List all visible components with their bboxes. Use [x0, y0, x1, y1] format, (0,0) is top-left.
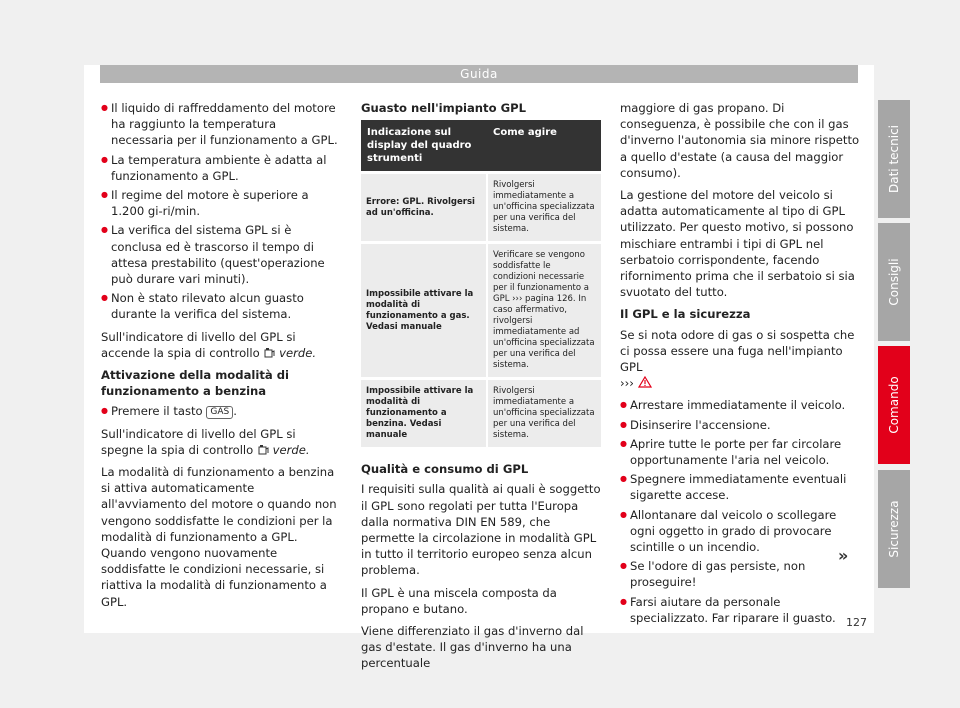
table-row	[361, 173, 601, 243]
paragraph: Il GPL è una miscela composta da propano e butano.	[361, 585, 557, 616]
list-item: ● Disinserire l'accensione.	[620, 417, 860, 433]
page-number: 127	[846, 616, 867, 629]
lpg-lamp-icon	[263, 348, 275, 358]
table-cell: Rivolgersi immediatamente a un'officina specializzata per una verifica del sistema.	[487, 173, 601, 243]
section-heading: Guasto nell'impianto GPL	[361, 101, 527, 115]
section-heading: Il GPL e la sicurezza	[620, 307, 751, 322]
list-item: ● Arrestare immediatamente il veicolo.	[620, 397, 860, 413]
table-cell: Rivolgersi immediatamente a un'officina specializzata per una verifica del sistema.	[487, 379, 601, 448]
tab-sicurezza[interactable]: Sicurezza	[878, 470, 910, 588]
table-row	[361, 379, 601, 448]
list-item: ● La temperatura ambiente è adatta al funzionamento a GPL.	[101, 152, 341, 184]
section-header: Guida	[100, 65, 858, 83]
paragraph: La modalità di funzionamento a benzina si attiva automaticamente all'avviamento del motore o quando non vengono soddisfatte le condizioni per la modalità di funzionamento a GPL. Quando vengono nuovamente soddisfatte le condizioni necessarie, si riattiva la modalità di funzionamento a GPL.	[101, 465, 337, 609]
section-heading: Attivazione della modalità di funzionamento a benzina	[101, 368, 290, 399]
column-2	[361, 100, 601, 678]
list-item: ● Non è stato rilevato alcun guasto durante la verifica del sistema.	[101, 290, 341, 322]
list-item: ● Spegnere immediatamente eventuali sigarette accese.	[620, 471, 860, 503]
list-item: ● Se l'odore di gas persiste, non proseguire!	[620, 558, 860, 590]
reference-arrow[interactable]: ›››	[620, 376, 634, 391]
table-header: Come agire	[487, 120, 601, 173]
list-item: ● Premere il tasto GAS .	[101, 403, 341, 419]
list-item: ● La verifica del sistema GPL si è conclusa ed è trascorso il tempo di attesa prestabilito (quest'operazione può durare vari minuti).	[101, 222, 341, 287]
paragraph: La gestione del motore del veicolo si adatta automaticamente al tipo di GPL utilizzato. Per questo motivo, si possono mischiare entrambi i tipi di GPL nel serbatoio corrispondente, facendo rifornimento prima che il serbatoio si sia svuotato del tutto.	[620, 188, 855, 300]
column-3	[620, 100, 860, 629]
tab-comando[interactable]: Comando	[878, 346, 910, 464]
continue-mark: »	[838, 546, 849, 565]
lamp-paragraph-off: Sull'indicatore di livello del GPL si spegne la spia di controllo verde.	[101, 426, 310, 457]
list-item: ● Aprire tutte le porte per far circolare opportunamente l'aria nel veicolo.	[620, 436, 860, 468]
list-item: ● Il regime del motore è superiore a 1.200 gi-ri/min.	[101, 187, 341, 219]
table-row	[361, 243, 601, 379]
fault-table	[361, 120, 601, 447]
section-heading: Qualità e consumo di GPL	[361, 462, 529, 477]
table-header: Indicazione sul display del quadro strumenti	[361, 120, 487, 173]
table-cell: Impossibile attivare la modalità di funzionamento a benzina. Vedasi manuale	[361, 379, 487, 448]
paragraph: I requisiti sulla qualità ai quali è soggetto il GPL sono regolati per tutta l'Europa dalla normativa DIN EN 589, che permette la circolazione in modalità GPL in tutto il territorio europeo senza alcun problema.	[361, 482, 601, 578]
table-cell: Errore: GPL. Rivolgersi ad un'officina.	[361, 173, 487, 243]
list-item: ● Il liquido di raffreddamento del motore ha raggiunto la temperatura necessaria per il funzionamento a GPL.	[101, 100, 341, 149]
warning-icon	[638, 376, 652, 388]
tab-dati-tecnici[interactable]: Dati tecnici	[878, 100, 910, 218]
list-item: ● Allontanare dal veicolo o scollegare ogni oggetto in grado di provocare scintille o un incendio.	[620, 507, 860, 556]
lamp-paragraph-on: Sull'indicatore di livello del GPL si accende la spia di controllo verde.	[101, 329, 317, 360]
paragraph: Se si nota odore di gas o si sospetta che ci possa essere una fuga nell'impianto GPL ›››	[620, 327, 855, 391]
list-item: ● Farsi aiutare da personale specializzato. Far riparare il guasto.	[620, 594, 860, 626]
tab-consigli[interactable]: Consigli	[878, 223, 910, 341]
table-cell: Impossibile attivare la modalità di funzionamento a gas. Vedasi manuale	[361, 243, 487, 379]
table-cell: Verificare se vengono soddisfatte le condizioni necessarie per il funzionamento a GPL ››› pagina 126. In caso affermativo, rivolgersi immediatamente ad un'officina specializzata per una verifica del sistema.	[487, 243, 601, 379]
paragraph: Viene differenziato il gas d'inverno dal gas d'estate. Il gas d'inverno ha una percentuale	[361, 624, 584, 671]
paragraph: maggiore di gas propano. Di conseguenza, è possibile che con il gas d'inverno l'autonomia sia minore rispetto a quello d'estate (a causa del maggior consumo).	[620, 101, 860, 180]
gas-key: GAS	[206, 406, 233, 419]
lpg-lamp-icon	[257, 445, 269, 455]
column-1	[101, 100, 341, 616]
